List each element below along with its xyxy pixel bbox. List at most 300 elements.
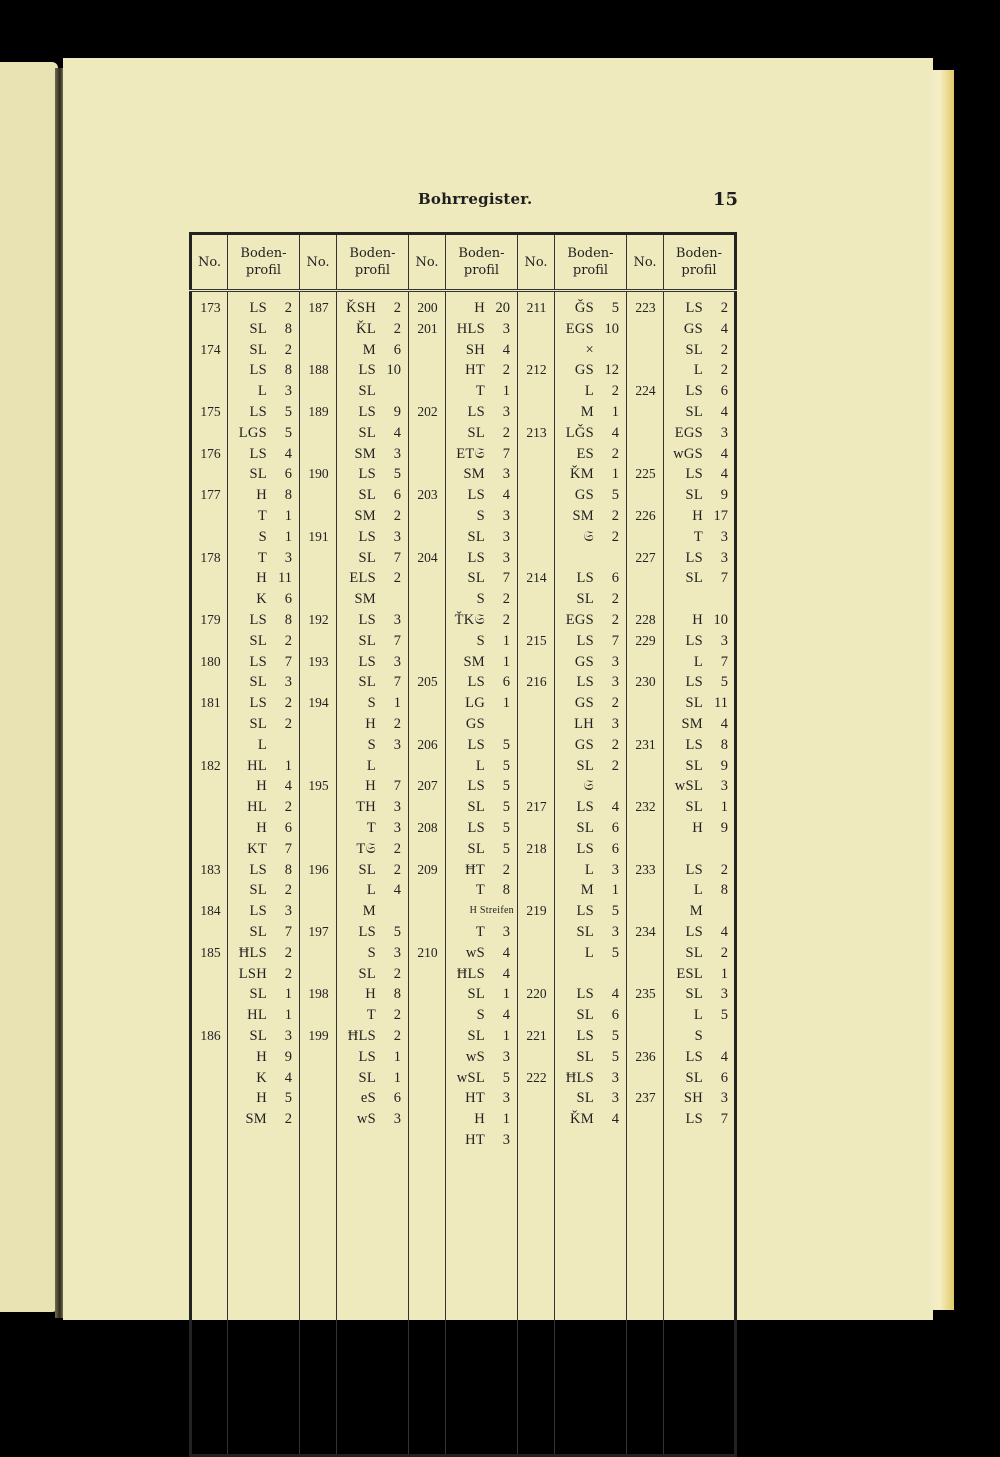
profil-entry [446, 1026, 518, 1046]
soil-code: ǨM [570, 466, 594, 483]
profil-entry [555, 1109, 627, 1129]
profil-entry [664, 964, 736, 984]
soil-code: LS [358, 653, 376, 670]
depth-value: 4 [720, 445, 728, 462]
depth-value: 9 [284, 1048, 292, 1065]
profil-entry [664, 860, 736, 880]
soil-code: LS [249, 445, 267, 462]
profil-entry [446, 922, 518, 942]
depth-value: 1 [284, 986, 292, 1003]
soil-code: H [365, 986, 376, 1003]
depth-value: 5 [393, 924, 401, 940]
header-no: No. [300, 234, 337, 291]
depth-value: 5 [502, 778, 510, 795]
profil-entry [664, 340, 736, 360]
depth-value: 8 [284, 362, 292, 379]
depth-value: 7 [502, 570, 510, 587]
depth-value: 2 [393, 840, 401, 857]
soil-code: 𝔖 [583, 528, 594, 545]
profil-entry [228, 1109, 300, 1129]
bohr-number: 209 [417, 861, 438, 877]
soil-code: SL [358, 549, 376, 566]
soil-code: SM [572, 508, 594, 524]
soil-code: EGS [565, 320, 594, 337]
depth-value: 2 [284, 965, 292, 982]
profil-entry [555, 381, 627, 401]
page-number: 15 [713, 189, 739, 210]
soil-code: LS [576, 799, 594, 816]
profil-entry [555, 360, 627, 380]
depth-value: 2 [284, 944, 292, 961]
depth-value: 4 [284, 445, 292, 462]
soil-code: L [693, 882, 703, 899]
depth-value: 2 [611, 736, 619, 753]
profil-entry [555, 943, 627, 963]
soil-code: H [474, 1111, 485, 1128]
soil-code: SL [576, 1048, 594, 1065]
soil-code: ĦLS [347, 1028, 376, 1044]
bohr-number: 182 [200, 757, 221, 773]
soil-code: L [475, 757, 485, 774]
profil-entry [555, 818, 627, 838]
profil-entry [337, 984, 409, 1004]
profil-entry [664, 1088, 736, 1108]
profil-entry [555, 298, 627, 318]
bohr-number: 227 [635, 549, 656, 565]
bohr-number: 193 [308, 653, 329, 669]
depth-value: 3 [720, 778, 728, 795]
profil-entry [228, 943, 300, 963]
profil-entry [555, 839, 627, 859]
depth-value: 3 [502, 466, 510, 483]
profil-entry [446, 797, 518, 817]
depth-value: 10 [386, 362, 401, 379]
depth-value: 2 [720, 300, 728, 316]
bohr-number: 184 [200, 903, 221, 919]
soil-code: ǨM [570, 1111, 594, 1128]
depth-value: 6 [284, 466, 292, 483]
profil-entry [555, 776, 627, 796]
profil-entry [664, 922, 736, 942]
depth-value: 4 [611, 799, 619, 816]
bohr-number: 225 [635, 466, 656, 482]
profil-entry [555, 693, 627, 713]
soil-code: HL [247, 1007, 267, 1024]
bohr-number: 228 [635, 612, 656, 627]
depth-value: 4 [502, 944, 510, 961]
depth-value: 2 [611, 695, 619, 712]
profil-entry [228, 464, 300, 484]
depth-value: 2 [284, 300, 292, 316]
soil-code: LS [467, 404, 485, 420]
soil-code: HT [465, 1132, 485, 1148]
soil-code: L [366, 757, 376, 774]
soil-code: wS [465, 1048, 485, 1065]
soil-code: SL [249, 341, 267, 358]
profil-entry [228, 818, 300, 838]
profil-entry [555, 423, 627, 443]
depth-value: 1 [393, 695, 401, 712]
profil-entry [446, 1047, 518, 1067]
depth-value: 7 [284, 924, 292, 940]
soil-code: M [689, 903, 703, 920]
soil-code: ĦLS [565, 1069, 594, 1086]
depth-value: 2 [284, 695, 292, 712]
profil-entry [446, 943, 518, 963]
depth-value: 20 [495, 300, 510, 316]
depth-value: 2 [502, 362, 510, 379]
bohr-number: 237 [635, 1090, 656, 1106]
soil-code: T [257, 549, 267, 566]
soil-code: GS [574, 487, 594, 504]
profil-entry [228, 423, 300, 443]
depth-value: 2 [611, 528, 619, 545]
depth-value: 3 [393, 445, 401, 462]
profil-entry [228, 360, 300, 380]
bohr-number: 224 [635, 383, 656, 399]
depth-value: 3 [502, 320, 510, 337]
soil-code: ǦS [574, 300, 594, 316]
soil-code: LS [249, 300, 267, 316]
profil-entry [555, 984, 627, 1004]
bohr-number: 216 [526, 674, 547, 690]
profil-entry [664, 652, 736, 672]
depth-value: 3 [611, 674, 619, 691]
soil-code: H [692, 508, 703, 524]
bohr-number: 194 [308, 695, 329, 711]
depth-value: 1 [284, 757, 292, 774]
soil-code: LS [358, 612, 376, 628]
profil-entry [555, 1026, 627, 1046]
profil-entry [555, 860, 627, 880]
profil-entry [228, 901, 300, 921]
depth-value: 3 [502, 404, 510, 420]
soil-code: H [365, 716, 376, 732]
soil-code: SL [249, 674, 267, 691]
profil-entry [337, 714, 409, 734]
profil-entry [228, 548, 300, 568]
depth-value: 5 [611, 487, 619, 504]
profil-entry [664, 672, 736, 692]
bohrregister-table [189, 232, 737, 1457]
depth-value: 3 [393, 820, 401, 836]
depth-value: 9 [393, 404, 401, 420]
profil-entry [228, 1068, 300, 1088]
bohr-number: 190 [308, 466, 329, 482]
table-header-row [191, 234, 736, 291]
soil-code: LS [576, 840, 594, 857]
profil-entry [337, 402, 409, 422]
bohr-number: 173 [200, 300, 221, 315]
soil-code: SL [249, 986, 267, 1003]
bodenprofil-column [228, 291, 300, 1456]
profil-entry [228, 984, 300, 1004]
soil-code: S [367, 944, 376, 961]
depth-value: 5 [393, 466, 401, 483]
depth-value: 2 [284, 1111, 292, 1128]
profil-entry [228, 589, 300, 609]
soil-code: SM [245, 1111, 267, 1128]
header-bodenprofil-text: Boden- profil [458, 246, 505, 278]
soil-code: wGS [673, 445, 703, 462]
profil-entry [337, 568, 409, 588]
soil-code: SL [249, 632, 267, 649]
depth-value: 10 [713, 612, 728, 628]
depth-value: 3 [393, 612, 401, 628]
depth-value: 8 [284, 861, 292, 878]
profil-entry [664, 901, 736, 921]
depth-value: 3 [611, 861, 619, 878]
depth-value: 2 [393, 861, 401, 878]
depth-value: 2 [611, 445, 619, 462]
profil-entry [664, 1005, 736, 1025]
depth-value: 2 [284, 799, 292, 816]
profil-entry [337, 527, 409, 547]
depth-value: 6 [284, 820, 292, 836]
soil-code: S [694, 1028, 703, 1044]
profil-entry [555, 319, 627, 339]
profil-entry [664, 568, 736, 588]
bohr-number: 176 [200, 445, 221, 461]
bohr-number: 185 [200, 944, 221, 960]
depth-value: 3 [502, 528, 510, 545]
soil-code: LGS [238, 424, 267, 441]
soil-code: SL [249, 716, 267, 732]
soil-code: GS [574, 736, 594, 753]
profil-entry [555, 631, 627, 651]
depth-value: 2 [393, 300, 401, 316]
soil-code: SL [467, 570, 485, 587]
profil-entry [446, 402, 518, 422]
profil-entry [228, 839, 300, 859]
depth-value: 5 [611, 300, 619, 316]
profil-entry [337, 1109, 409, 1129]
soil-code: SL [358, 632, 376, 649]
depth-value: 2 [611, 591, 619, 608]
depth-value: 6 [720, 1069, 728, 1086]
depth-value: 5 [502, 820, 510, 836]
soil-code: H [256, 778, 267, 795]
profil-entry [664, 1068, 736, 1088]
bohr-number: 226 [635, 508, 656, 523]
profil-entry [337, 943, 409, 963]
page-stack-edge [930, 70, 954, 1310]
bohr-number: 189 [308, 404, 329, 419]
soil-code: ǨSH [346, 300, 376, 316]
depth-value: 6 [611, 840, 619, 857]
depth-value: 2 [502, 424, 510, 441]
soil-code: M [362, 903, 376, 920]
bohr-number: 175 [200, 404, 221, 419]
profil-entry [555, 610, 627, 630]
profil-entry [228, 756, 300, 776]
profil-entry [228, 568, 300, 588]
depth-value: 2 [284, 632, 292, 649]
soil-code: SL [358, 383, 376, 400]
soil-code: HL [247, 757, 267, 774]
left-page-edge [0, 62, 58, 1312]
soil-code: K [256, 1069, 267, 1086]
soil-code: L [257, 383, 267, 400]
soil-code: LS [685, 466, 703, 483]
depth-value: 3 [502, 1132, 510, 1148]
profil-entry [337, 818, 409, 838]
soil-code: HT [465, 362, 485, 379]
depth-value: 4 [393, 882, 401, 899]
depth-value: 2 [284, 341, 292, 358]
soil-code: L [366, 882, 376, 899]
profil-entry [664, 714, 736, 734]
soil-code: LS [685, 736, 703, 753]
soil-code: SL [358, 674, 376, 691]
soil-code: LS [358, 528, 376, 545]
soil-code: H [256, 570, 267, 587]
soil-code: × [585, 341, 594, 358]
bohr-number: 229 [635, 632, 656, 648]
soil-code: LS [467, 736, 485, 753]
bohr-number: 223 [635, 300, 656, 315]
depth-value: 8 [284, 612, 292, 628]
depth-value: 7 [720, 570, 728, 587]
bohr-number: 187 [308, 300, 329, 315]
bohr-number: 213 [526, 424, 547, 440]
soil-code: SL [685, 570, 703, 587]
depth-value: 11 [278, 570, 292, 587]
profil-entry [446, 984, 518, 1004]
profil-entry [664, 402, 736, 422]
soil-code: ǨL [356, 320, 376, 337]
profil-entry [664, 818, 736, 838]
bohr-number: 230 [635, 674, 656, 690]
profil-entry [664, 1047, 736, 1067]
depth-value: 1 [502, 695, 510, 712]
soil-code: LS [685, 861, 703, 878]
soil-code: SM [354, 591, 376, 608]
soil-code: T [693, 528, 703, 545]
bohr-number: 221 [526, 1028, 547, 1043]
depth-value: 5 [611, 1028, 619, 1044]
soil-code: SL [467, 840, 485, 857]
soil-code: LS [358, 924, 376, 940]
profil-entry [664, 610, 736, 630]
profil-entry [555, 901, 627, 921]
soil-code: LS [685, 1048, 703, 1065]
soil-code: T [475, 882, 485, 899]
soil-code: wSL [456, 1069, 485, 1086]
profil-entry [555, 340, 627, 360]
bohr-number: 212 [526, 362, 547, 378]
depth-value: 3 [611, 653, 619, 670]
depth-value: 6 [720, 383, 728, 400]
soil-code: SL [358, 861, 376, 878]
soil-code: S [476, 632, 485, 649]
soil-code: M [580, 404, 594, 420]
bohr-number: 211 [526, 300, 547, 315]
depth-value: 6 [393, 487, 401, 504]
soil-code: M [580, 882, 594, 899]
soil-code: SL [249, 466, 267, 483]
soil-code: LS [358, 466, 376, 483]
depth-value: 4 [284, 1069, 292, 1086]
profil-entry [337, 1005, 409, 1025]
bohr-number: 217 [526, 799, 547, 815]
profil-entry [337, 381, 409, 401]
soil-code: H [256, 487, 267, 504]
soil-code: SL [685, 799, 703, 816]
soil-code: 𝔖 [583, 778, 594, 795]
depth-value: 3 [611, 1069, 619, 1086]
soil-code: LS [576, 674, 594, 691]
soil-code: H [256, 1090, 267, 1107]
profil-entry [228, 1005, 300, 1025]
profil-entry [446, 1068, 518, 1088]
soil-code: SL [685, 757, 703, 774]
profil-entry [555, 527, 627, 547]
profil-entry [337, 797, 409, 817]
soil-code: ĦLS [238, 944, 267, 961]
header-bodenprofil-text: Boden- profil [240, 246, 287, 278]
profil-entry [664, 880, 736, 900]
depth-value: 3 [720, 986, 728, 1003]
profil-entry [446, 340, 518, 360]
depth-value: 2 [393, 1028, 401, 1044]
profil-entry [555, 652, 627, 672]
profil-entry [555, 485, 627, 505]
soil-code: TH [356, 799, 376, 816]
profil-entry [337, 340, 409, 360]
header-no: No. [191, 234, 228, 291]
profil-entry [446, 444, 518, 464]
profil-entry [446, 506, 518, 526]
soil-code: S [476, 508, 485, 524]
header-bodenprofil [555, 234, 627, 291]
soil-code: SL [249, 1028, 267, 1044]
profil-entry [664, 506, 736, 526]
depth-value: 5 [611, 1048, 619, 1065]
soil-code: SL [358, 424, 376, 441]
profil-entry [664, 319, 736, 339]
profil-entry [337, 735, 409, 755]
depth-value: 1 [284, 508, 292, 524]
profil-entry [446, 714, 518, 734]
profil-entry [228, 402, 300, 422]
bohr-number: 195 [308, 778, 329, 794]
profil-entry [555, 589, 627, 609]
header-no: No. [409, 234, 446, 291]
depth-value: 7 [393, 632, 401, 649]
profil-entry [228, 714, 300, 734]
depth-value: 3 [502, 549, 510, 566]
profil-entry [664, 797, 736, 817]
bohr-number: 234 [635, 924, 656, 939]
bohr-number: 203 [417, 487, 438, 503]
soil-code: LS [249, 903, 267, 920]
soil-code: GS [683, 320, 703, 337]
header-no: No. [518, 234, 555, 291]
depth-value: 2 [720, 944, 728, 961]
soil-code: S [367, 695, 376, 712]
profil-entry [664, 735, 736, 755]
depth-value: 2 [611, 757, 619, 774]
bohr-number: 202 [417, 404, 438, 419]
soil-code: LS [576, 1028, 594, 1044]
profil-entry [664, 1026, 736, 1046]
profil-entry [446, 568, 518, 588]
bohr-number: 192 [308, 612, 329, 627]
soil-code: H [365, 778, 376, 795]
depth-value: 1 [502, 383, 510, 400]
soil-code: SL [467, 986, 485, 1003]
